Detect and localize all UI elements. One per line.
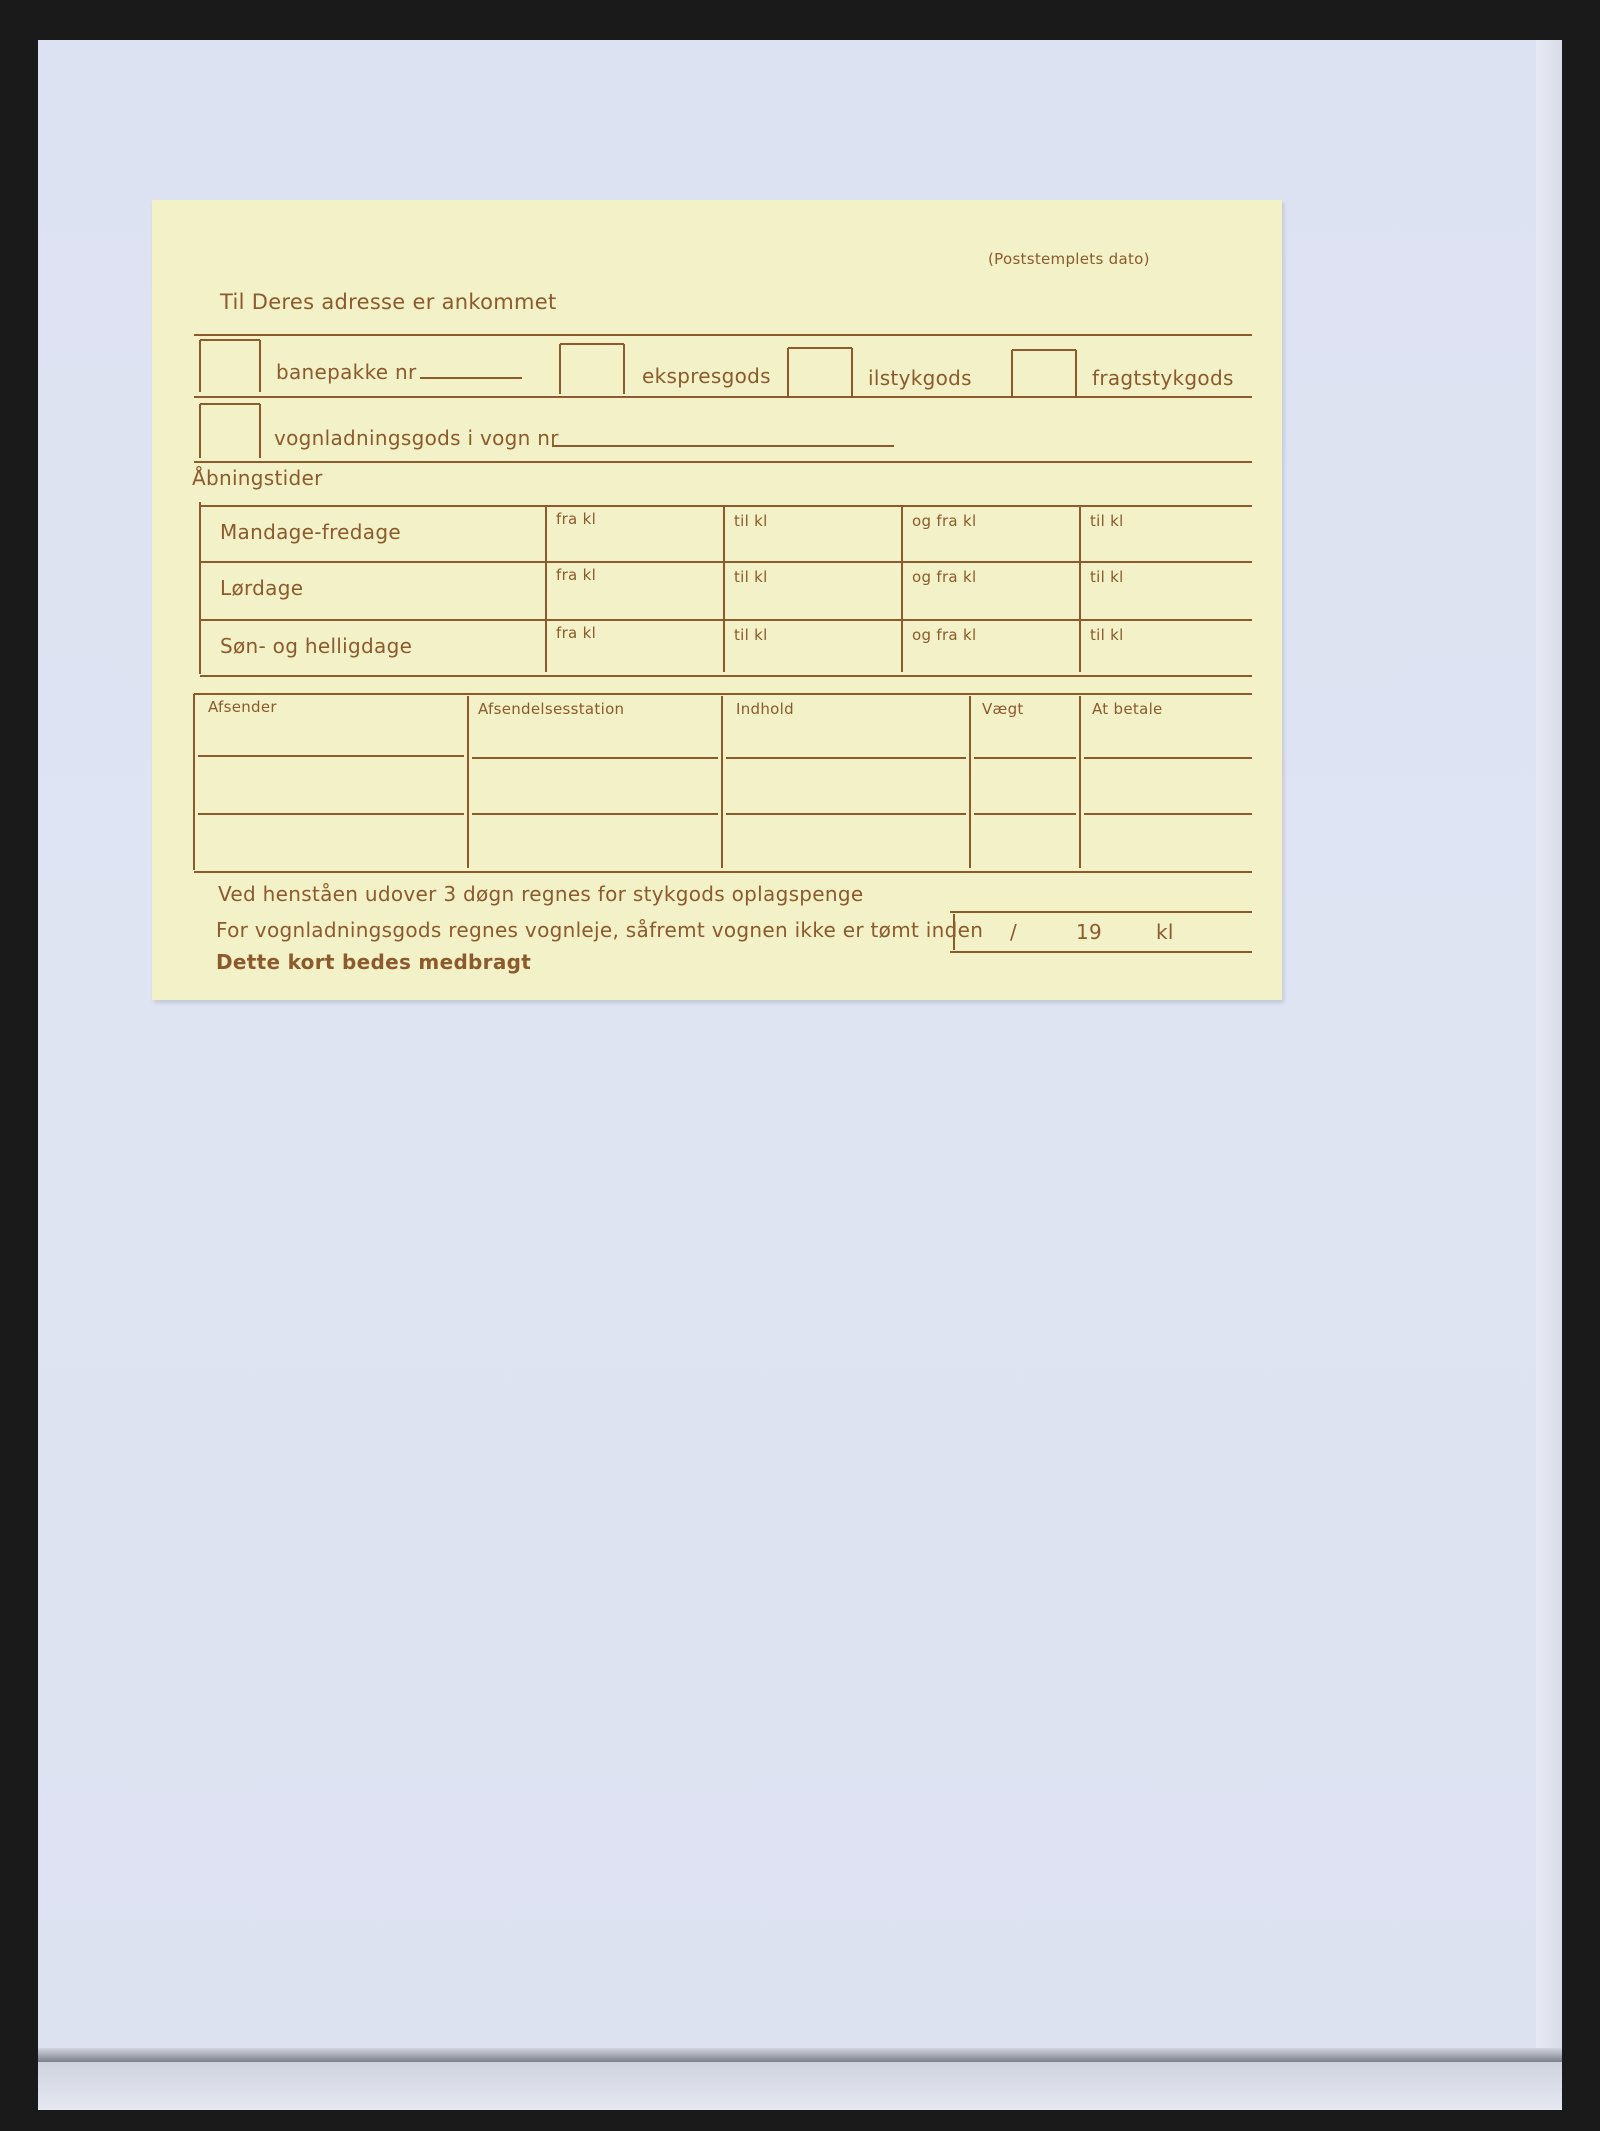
date-kl: kl — [1156, 920, 1174, 944]
header-afsendelsesstation: Afsendelsesstation — [478, 700, 625, 718]
hours-fra-kl: fra kl — [556, 624, 597, 642]
label-ekspresgods: ekspresgods — [642, 364, 771, 388]
note-wagon-rent: For vognladningsgods regnes vognleje, såfremt vognen ikke er tømt inden — [216, 918, 984, 942]
label-ilstykgods: ilstykgods — [868, 366, 972, 390]
date-year: 19 — [1076, 920, 1103, 944]
hours-til-kl: til kl — [734, 568, 768, 586]
hours-fra-kl: fra kl — [556, 566, 597, 584]
checkbox-ilstykgods — [788, 348, 852, 396]
hours-day-weekdays: Mandage-fredage — [220, 520, 401, 544]
hours-og-fra-kl: og fra kl — [912, 626, 977, 644]
intro-heading: Til Deres adresse er ankommet — [220, 290, 557, 314]
note-storage-fee: Ved henståen udover 3 døgn regnes for stykgods oplagspenge — [218, 882, 864, 906]
checkbox-ekspresgods — [560, 344, 624, 394]
hours-title: Åbningstider — [192, 466, 323, 490]
postmark-date-label: (Poststemplets dato) — [988, 250, 1150, 268]
note-bring-card: Dette kort bedes medbragt — [216, 950, 532, 974]
hours-day-saturday: Lørdage — [220, 576, 304, 600]
card-form-lines — [152, 200, 1282, 1000]
hours-til-kl-2: til kl — [1090, 512, 1124, 530]
header-afsender: Afsender — [208, 698, 277, 716]
label-fragtstykgods: fragtstykgods — [1092, 366, 1234, 390]
hours-og-fra-kl: og fra kl — [912, 512, 977, 530]
checkbox-banepakke — [200, 340, 260, 392]
album-page-edge-right — [1536, 40, 1562, 2110]
label-banepakke: banepakke nr — [276, 360, 417, 384]
hours-fra-kl: fra kl — [556, 510, 597, 528]
hours-til-kl-2: til kl — [1090, 626, 1124, 644]
hours-til-kl: til kl — [734, 626, 768, 644]
arrival-notice-card — [152, 200, 1282, 1000]
checkbox-vognladning — [200, 404, 260, 458]
date-separator: / — [1010, 920, 1018, 944]
label-vognladning: vognladningsgods i vogn nr — [274, 426, 559, 450]
hours-og-fra-kl: og fra kl — [912, 568, 977, 586]
header-vaegt: Vægt — [982, 700, 1024, 718]
header-indhold: Indhold — [736, 700, 794, 718]
album-page-edge-bottom — [38, 2048, 1562, 2062]
header-at-betale: At betale — [1092, 700, 1163, 718]
hours-til-kl: til kl — [734, 512, 768, 530]
hours-til-kl-2: til kl — [1090, 568, 1124, 586]
hours-day-sunday: Søn- og helligdage — [220, 634, 413, 658]
album-page-bottom-strip — [38, 2062, 1562, 2110]
checkbox-fragtstykgods — [1012, 350, 1076, 398]
